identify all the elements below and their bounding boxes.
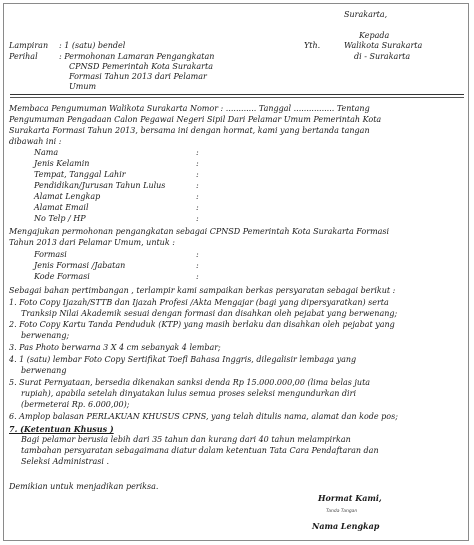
yth-label: Yth. [304,41,321,50]
field-label: Pendidikan/Jurusan Tahun Lulus [34,181,166,190]
field-colon: : [196,203,199,212]
requirement-item: 5. Surat Pernyataan, bersedia dikenakan sanksi denda Rp 15.000.000,00 (lima belas juta [9,378,371,387]
special-provision-heading: 7. (Ketentuan Khusus ) [9,424,114,434]
addressee-line-1: Walikota Surakarta [344,41,423,50]
requirement-item: Tranksip Nilai Akademik sesuai dengan formasi dan disahkan oleh pejabat yang berwenang; [21,309,398,318]
closing-line: Demikian untuk menjadikan periksa. [9,482,159,491]
requirement-item: Seleksi Administrasi . [21,457,109,466]
requirement-item: Bagi pelamar berusia lebih dari 35 tahun dan kurang dari 40 tahun melampirkan [21,435,351,444]
apply-line: Tahun 2013 dari Pelamar Umum, untuk : [9,238,175,247]
letter-page [3,3,469,541]
regards: Hormat Kami, [318,493,382,503]
signer-name: Nama Lengkap [312,521,380,531]
apply-line: Mengajukan permohonan pengangkatan sebagai CPNSD Pemerintah Kota Surakarta Formasi [9,227,390,236]
lampiran-value: : 1 (satu) bendel [59,41,126,50]
addressee-line-2: di - Surakarta [354,52,411,61]
requirement-item: berwenang; [21,331,70,340]
requirement-item: tambahan persyaratan sebagaimana diatur dalam ketentuan Tata Cara Pendaftaran dan [21,446,379,455]
requirement-item: 6. Amplop balasan PERLAKUAN KHUSUS CPNS, yang telah ditulis nama, alamat dan kode pos; [9,412,398,421]
intro-line: Membaca Pengumuman Walikota Surakarta Nomor : ............ Tanggal ................ Tentang [9,104,370,113]
field-label: No Telp / HP [34,214,86,223]
field-colon: : [196,170,199,179]
requirement-item: 1. Foto Copy Ijazah/STTB dan Ijazah Profesi /Akta Mengajar (bagi yang dipersyaratkan) serta [9,298,389,307]
field-colon: : [196,159,199,168]
intro-line: Pengumuman Pengadaan Calon Pegawai Negeri Sipil Dari Pelamar Umum Pemerintah Kota [9,115,382,124]
formasi-label: Jenis Formasi /Jabatan [34,261,126,270]
field-colon: : [196,148,199,157]
formasi-colon: : [196,250,199,259]
field-label: Alamat Email [34,203,89,212]
perihal-line: CPNSD Pemerintah Kota Surakarta [69,62,213,71]
intro-line: dibawah ini : [9,137,62,146]
field-label: Tempat, Tanggal Lahir [34,170,126,179]
formasi-colon: : [196,261,199,270]
formasi-label: Formasi [34,250,67,259]
header-divider [10,94,464,95]
intro-line: Surakarta Formasi Tahun 2013, bersama ini dengan hormat, kami yang bertanda tangan [9,126,370,135]
kepada-label: Kepada [359,31,390,40]
consider-line: Sebagai bahan pertimbangan , terlampir kami sampaikan berkas persyaratan sebagai berikut : [9,286,396,295]
perihal-label: Perihal [9,52,38,61]
requirement-item: rupiah), apabila setelah dinyatakan lulus semua proses seleksi mengundurkan diri [21,389,356,398]
requirement-item: (bermeterai Rp. 6.000,00); [21,400,130,409]
perihal-line: : Permohonan Lamaran Pengangkatan [59,52,215,61]
field-label: Alamat Lengkap [34,192,101,201]
perihal-line: Formasi Tahun 2013 dari Pelamar [69,72,207,81]
lampiran-label: Lampiran [9,41,49,50]
signature-note: Tanda Tangan [326,509,358,514]
requirement-item: 2. Foto Copy Kartu Tanda Penduduk (KTP) yang masih berlaku dan disahkan oleh pejabat yang [9,320,395,329]
field-colon: : [196,181,199,190]
formasi-colon: : [196,272,199,281]
field-colon: : [196,192,199,201]
letter-city: Surakarta, [344,10,388,19]
requirement-item: berwenang [21,366,67,375]
perihal-line: Umum [69,82,97,91]
field-label: Nama [34,148,59,157]
header-divider-thin [10,97,464,98]
field-label: Jenis Kelamin [34,159,90,168]
requirement-item: 4. 1 (satu) lembar Foto Copy Sertifikat Toefl Bahasa Inggris, dilegalisir lembaga yang [9,355,357,364]
requirement-item: 3. Pas Photo berwarna 3 X 4 cm sebanyak 4 lembar; [9,343,221,352]
field-colon: : [196,214,199,223]
formasi-label: Kode Formasi [34,272,90,281]
